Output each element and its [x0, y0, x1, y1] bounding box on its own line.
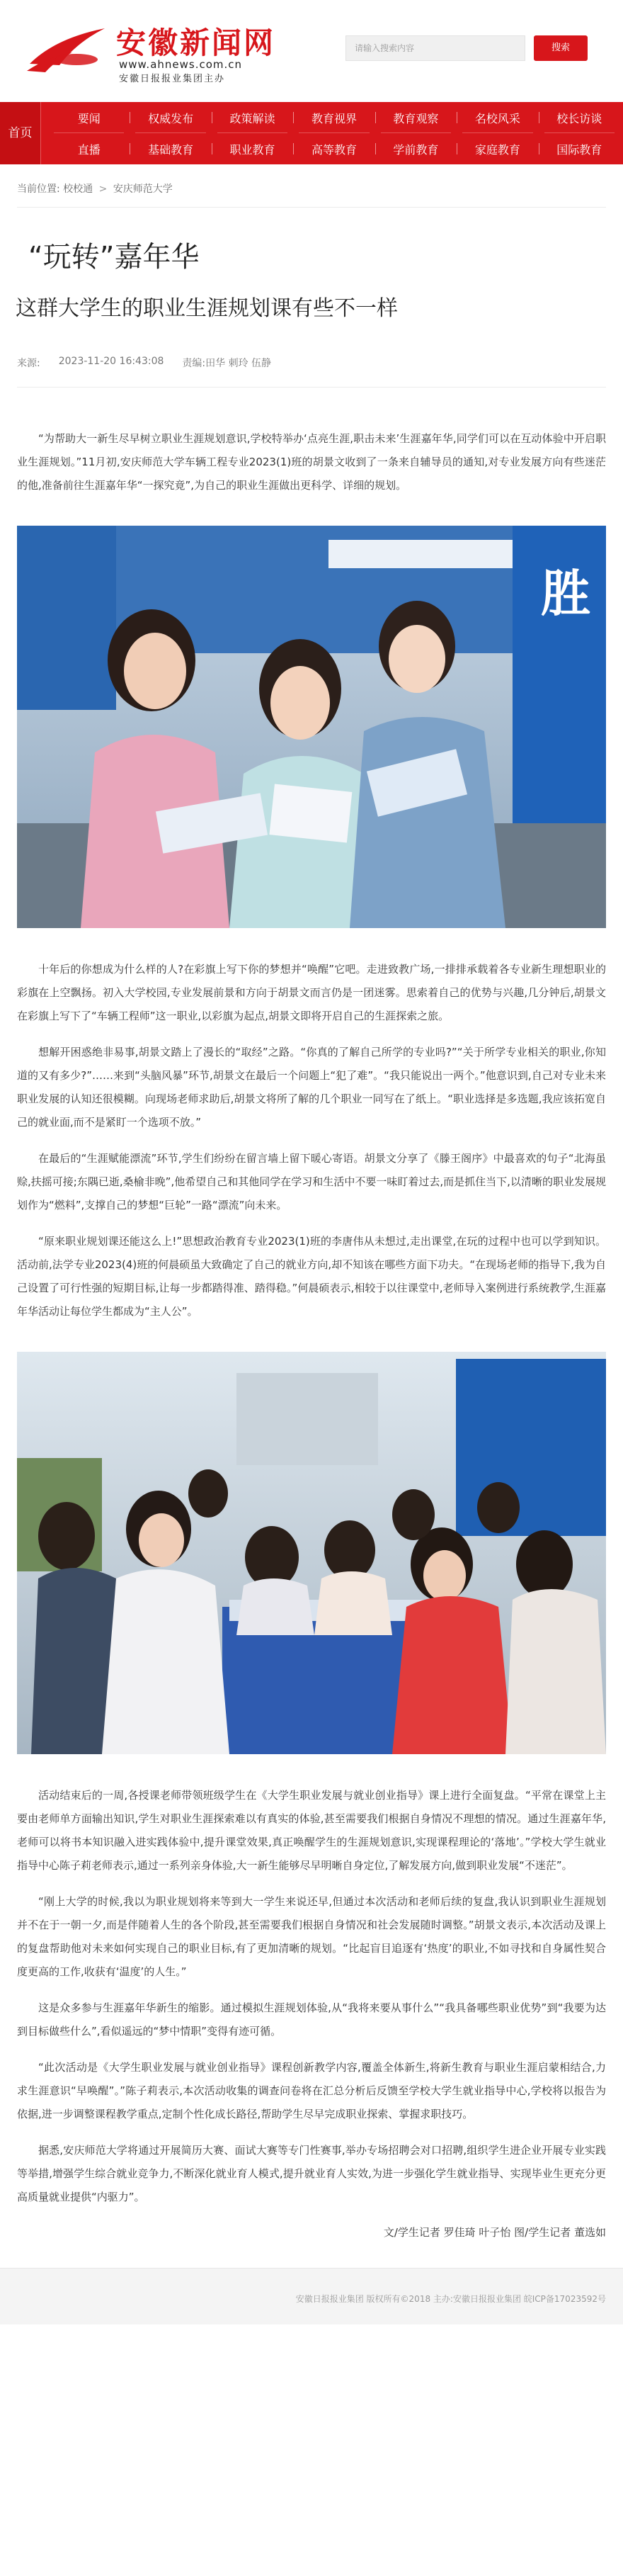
article-paragraph: “为帮助大一新生尽早树立职业生涯规划意识,学校特举办‘点亮生涯,职击未来’生涯嘉年华,同学们可以在互动体验中开启职业生涯规划。”11月初,安庆师范大学车辆工程专业2023(1)班的胡景文收到了一条来自辅导员的通知,对专业发展方向有些迷茫的他,准备前往生涯嘉年华“一探究竟”,为自己的职业生涯做出更科学、详细的规划。: [17, 432, 606, 492]
article-title: “玩转”嘉年华: [28, 241, 200, 273]
article-paragraph: 这是众多参与生涯嘉年华新生的缩影。通过模拟生涯规划体验,从“我将来要从事什么”“我具备哪些职业优势”到“我要为达到目标做些什么”,看似遥远的“梦中情职”变得有迹可循。: [17, 2001, 606, 2038]
nav-item[interactable]: 政策解读: [212, 102, 293, 133]
article-photo-students-reading-brochures: [17, 526, 606, 928]
logo-swoosh-icon: [27, 24, 110, 74]
logo-subtitle: 安徽日报报业集团主办: [119, 74, 226, 84]
divider: [17, 387, 606, 388]
breadcrumb-link[interactable]: 校校通: [63, 183, 93, 195]
nav-item[interactable]: 权威发布: [130, 102, 211, 133]
breadcrumb-link[interactable]: 安庆师范大学: [113, 183, 173, 195]
search-input[interactable]: 请输入搜索内容: [345, 35, 525, 61]
article-paragraph: 活动结束后的一周,各授课老师带领班级学生在《大学生职业发展与就业创业指导》课上进行全面复盘。“平常在课堂上主要由老师单方面输出知识,学生对职业生涯探索难以有真实的体验,甚至需要我们根据自身情况不理想的情况。通过生涯嘉年华,老师可以将书本知识融入进实践体验中,提升课堂效果,真正唤醒学生的生涯规划意识,实现课程理论的‘落地’。”学校大学生就业指导中心陈子莉老师表示,通过一系列亲身体验,大一新生能够尽早明晰自身定位,了解发展方向,做到职业发展“不迷茫”。: [17, 1789, 606, 1872]
nav-item[interactable]: 要闻: [48, 102, 130, 133]
nav-grid: [41, 102, 623, 164]
main-nav: [0, 102, 623, 164]
article-meta: [0, 356, 623, 370]
search-button[interactable]: 搜索: [534, 35, 588, 61]
logo-title: 安徽新闻网: [116, 26, 276, 60]
nav-item[interactable]: 名校风采: [457, 102, 538, 133]
nav-item[interactable]: 高等教育: [293, 133, 375, 164]
nav-item[interactable]: 基础教育: [130, 133, 211, 164]
breadcrumb-separator: >: [98, 183, 108, 195]
breadcrumb: [0, 181, 623, 197]
nav-item[interactable]: 教育视界: [293, 102, 375, 133]
article-subtitle: 这群大学生的职业生涯规划课有些不一样: [16, 296, 398, 321]
site-header: [0, 0, 623, 102]
article-paragraph: 十年后的你想成为什么样的人?在彩旗上写下你的梦想并“唤醒”它吧。走进致教广场,一排排承载着各专业新生理想职业的彩旗在上空飘扬。初入大学校园,专业发展前景和方向于胡景文而言仍是一团迷雾。思索着自己的优势与兴趣,几分钟后,胡景文在彩旗上写下了“车辆工程师”这一职业,以彩旗为起点,胡景文即将开启自己的生涯探索之旅。: [17, 963, 606, 1022]
nav-item[interactable]: 直播: [77, 142, 101, 157]
article-photo-students-writing-at-table: [17, 1352, 606, 1754]
article-paragraph: “刚上大学的时候,我以为职业规划将来等到大一学生来说还早,但通过本次活动和老师后续的复盘,我认识到职业生涯规划并不在于一朝一夕,而是伴随着人生的各个阶段,甚至需要我们根据自身情况和社会发展随时调整。”胡景文表示,本次活动及课上的复盘帮助他对未来如何实现自己的职业目标,有了更加清晰的规划。“比起盲目追逐有‘热度’的职业,不如寻找和自身属性契合度更高的工作,收获有‘温度’的人生。”: [17, 1895, 606, 1978]
article-paragraph: 想解开困惑绝非易事,胡景文踏上了漫长的“取经”之路。“你真的了解自己所学的专业吗?”“关于所学专业相关的职业,你知道的又有多少?”……来到“头脑风暴”环节,胡景文在最后一个问题上“犯了难”。“我只能说出一两个。”他意识到,自己对专业未来职业发展的认知还很模糊。向现场老师求助后,胡景文将所了解的几个职业一同写在了纸上。“职业选择是多选题,我应该拓宽自己的就业面,而不是紧盯一个选项不放。”: [17, 1046, 606, 1129]
meta-source: 来源:: [17, 358, 40, 369]
nav-item[interactable]: 学前教育: [375, 133, 457, 164]
nav-item[interactable]: 家庭教育: [457, 133, 538, 164]
nav-item[interactable]: 国际教育: [539, 133, 620, 164]
breadcrumb-label: 当前位置:: [17, 183, 60, 195]
svg-text:胜: 胜: [541, 565, 590, 623]
nav-item[interactable]: 教育观察: [375, 102, 457, 133]
divider: [17, 207, 606, 208]
article-paragraph: “此次活动是《大学生职业发展与就业创业指导》课程创新教学内容,覆盖全体新生,将新生教育与职业生涯启蒙相结合,力求生涯意识“早唤醒”。”陈子莉表示,本次活动收集的调查问卷将在汇总分析后反馈至学校大学生就业指导中心,学校将以报告为依据,进一步调整课程教学重点,定制个性化成长路径,帮助学生尽早完成职业探索、掌握求职技巧。: [17, 2061, 606, 2120]
article-paragraph: 在最后的“生涯赋能漂流”环节,学生们纷纷在留言墙上留下暖心寄语。胡景文分享了《滕王阁序》中最喜欢的句子“北海虽赊,扶摇可接;东隅已逝,桑榆非晚”,他希望自己和其他同学在学习和生活中不要一味盯着过去,而是抓住当下,以清晰的职业发展规划作为“燃料”,支撑自己的梦想“巨轮”一路“漂流”向未来。: [17, 1152, 606, 1211]
logo-url: www.ahnews.com.cn: [119, 58, 243, 71]
site-logo[interactable]: [27, 20, 296, 84]
article-paragraph: “原来职业规划课还能这么上!”思想政治教育专业2023(1)班的李唐伟从未想过,走出课堂,在玩的过程中也可以学到知识。活动前,法学专业2023(4)班的何晨硕虽大致确定了自己的就业方向,却不知该在哪些方面下功夫。“在现场老师的指导下,我为自己设置了可行性强的短期目标,让每一步都踏得准、踏得稳。”何晨硕表示,相较于以往课堂中,老师导入案例进行系统教学,生涯嘉年华活动让每位学生都成为“主人公”。: [17, 1235, 606, 1318]
site-footer: 安徽日报报业集团 版权所有©2018 主办:安徽日报报业集团 皖ICP备17023592号: [0, 2268, 623, 2324]
nav-item[interactable]: 职业教育: [212, 133, 293, 164]
article-paragraph: 据悉,安庆师范大学将通过开展简历大赛、面试大赛等专门性赛事,举办专场招聘会对口招聘,组织学生进企业开展专业实践等举措,增强学生综合就业竞争力,不断深化就业育人模式,提升就业育人实效,为进一步强化学生就业指导、实现毕业生更充分更高质量就业提供“内驱力”。: [17, 2144, 606, 2203]
nav-item[interactable]: 校长访谈: [539, 102, 620, 133]
meta-editors: 责编:田华 刺玲 伍静: [182, 358, 272, 369]
meta-datetime: 2023-11-20 16:43:08: [58, 356, 164, 367]
article-byline: 文/学生记者 罗佳琦 叶子怡 图/学生记者 董选如: [383, 2226, 606, 2239]
article-body: [0, 427, 623, 2239]
nav-home[interactable]: 首页: [0, 102, 41, 164]
